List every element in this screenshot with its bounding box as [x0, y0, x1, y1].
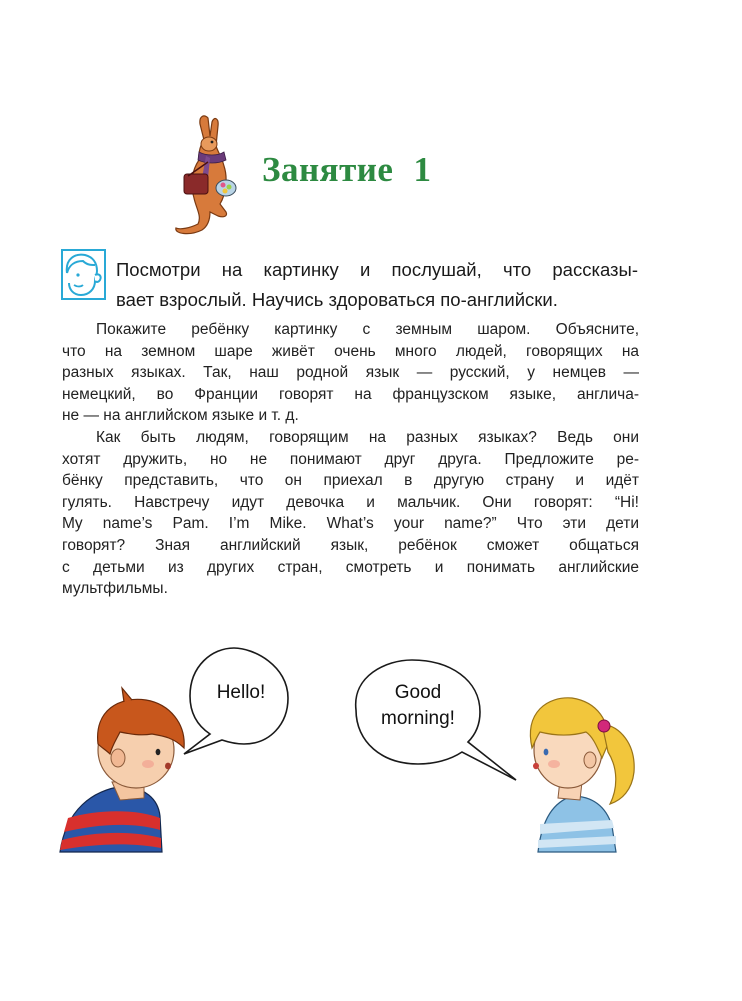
boy-character [60, 688, 184, 852]
instruction-line: Посмотри на картинку и послушай, что рассказы- [116, 259, 638, 280]
listen-ear-icon [61, 249, 106, 300]
parent-guidance-text [62, 319, 639, 600]
paragraph-line: с детьми из других стран, смотреть и понимать английские [62, 558, 639, 576]
boy-speech-bubble [184, 648, 288, 754]
kangaroo-illustration [168, 112, 246, 238]
paragraph-line: гулять. Навстречу идут девочка и мальчик. Они говорят: “Hi! [62, 493, 639, 511]
instruction-text [116, 255, 638, 315]
greeting-illustration [40, 640, 680, 870]
lesson-title [262, 150, 431, 190]
girl-character [530, 698, 634, 852]
girl-speech-bubble [356, 660, 516, 780]
paragraph-line: немецкий, во Франции говорят на французском языке, англича- [62, 385, 639, 403]
paragraph-line: не — на английском языке и т. д. [62, 407, 299, 425]
boy-greeting-text: Hello! [216, 682, 266, 703]
kangaroo-icon [176, 116, 236, 234]
paragraph-line: хотят дружить, но не понимают друг друга. Предложите ре- [62, 450, 639, 468]
paragraph-line: разных языках. Так, наш родной язык — русский, у немцев — [62, 364, 639, 382]
lesson-title-word: Занятие [262, 150, 394, 189]
girl-greeting-line1: Good [394, 682, 442, 703]
paragraph-line: мультфильмы. [62, 580, 168, 598]
instruction-line: вает взрослый. Научись здороваться по-английски. [116, 289, 558, 310]
lesson-title-number: 1 [413, 150, 432, 189]
girl-greeting-line2: morning! [381, 708, 455, 729]
paragraph-line: Покажите ребёнку картинку с земным шаром. Объясните, [96, 321, 639, 338]
paragraph-line: что на земном шаре живёт очень много людей, говорящих на [62, 342, 639, 360]
paragraph-line: бёнку представить, что он приехал в другую страну и идёт [62, 472, 639, 490]
paragraph-line: Как быть людям, говорящим на разных языках? Ведь они [96, 428, 639, 446]
paragraph-line: говорят? Зная английский язык, ребёнок сможет общаться [62, 536, 639, 554]
paragraph-line: My name’s Pam. I’m Mike. What’s your name?” Что эти дети [62, 515, 639, 533]
